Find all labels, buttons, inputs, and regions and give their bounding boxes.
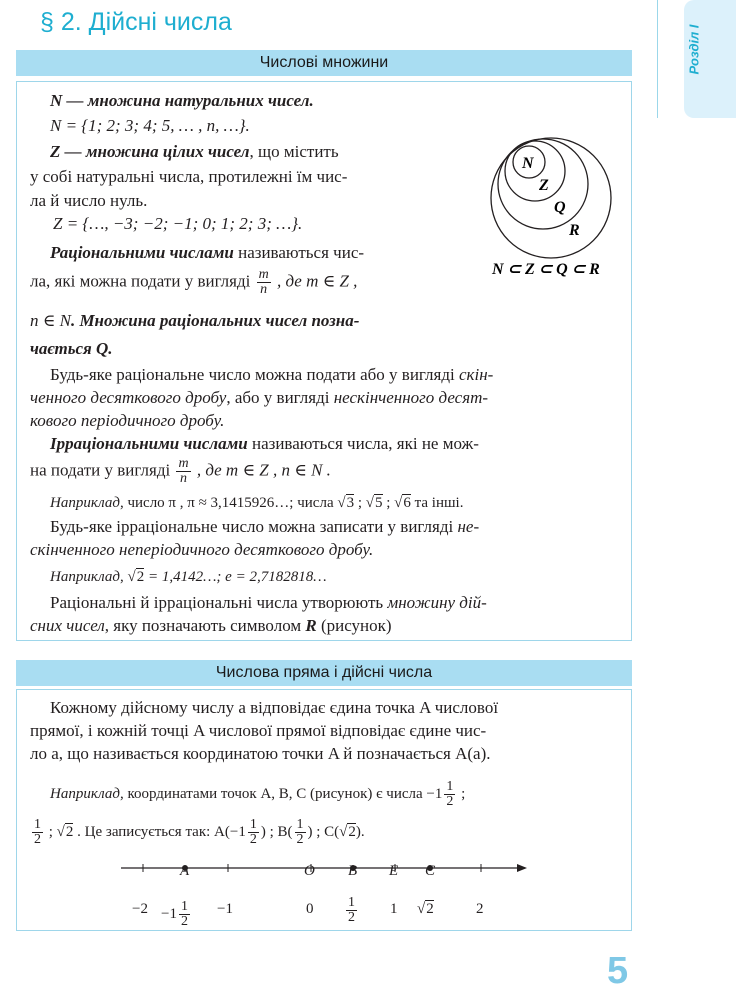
text-line: на подати у вигляді $\frac{m}{n}$ , де m ∈ Z , n ∈ N . bbox=[30, 456, 331, 486]
point-label-b: B bbox=[348, 863, 358, 879]
text-line: N — множина натуральних чисел. bbox=[50, 91, 314, 110]
nested-sets-diagram bbox=[486, 136, 626, 284]
tick-label-sqrt-two: √2 bbox=[417, 901, 434, 917]
header-divider bbox=[657, 0, 658, 118]
text-line: N = {1; 2; 3; 4; 5, … , n, …}. bbox=[50, 116, 250, 135]
text-line: Наприклад, √2 = 1,4142…; e = 2,7182818… bbox=[50, 569, 327, 585]
text-line: n ∈ N. Множина раціональних чисел позна- bbox=[30, 311, 360, 330]
text-line: $\frac{1}{2}$ ; √2 . Це записується так: A(−1 $\frac{1}{2}$ ) ; B( $\frac{1}{2}$ ) ; C(√2). bbox=[34, 817, 365, 847]
tick-label: 2 bbox=[476, 901, 484, 917]
chapter-tab-label: Розділ І bbox=[686, 24, 702, 75]
text-line: Будь-яке ірраціональне число можна записати у вигляді не- bbox=[50, 517, 480, 536]
axis-arrow bbox=[517, 864, 527, 872]
section-bar-number-sets: Числові множини bbox=[16, 50, 632, 76]
text-line: чається Q. bbox=[30, 339, 113, 358]
tick-label-minus-one-half: −1 $\frac{1}{2}$ bbox=[161, 899, 188, 929]
text-line: прямої, і кожній точці A числової прямої відповідає єдине чис- bbox=[30, 721, 487, 740]
page-number: 5 bbox=[607, 950, 629, 992]
set-label: Q bbox=[554, 199, 566, 216]
point-label-e: E bbox=[389, 863, 399, 879]
text-line: ла, які можна подати у вигляді $\frac{m}{n}$ , де m ∈ Z , bbox=[30, 267, 358, 297]
text-line: ченного десяткового дробу, або у вигляді нескінченного десят- bbox=[30, 388, 489, 407]
number-line-axis bbox=[115, 860, 535, 880]
text-line: Z = {…, −3; −2; −1; 0; 1; 2; 3; …}. bbox=[53, 214, 303, 233]
text-line: у собі натуральні числа, протилежні їм чис- bbox=[30, 167, 348, 186]
set-inclusion-caption: N ⊂ Z ⊂ Q ⊂ R bbox=[492, 261, 600, 278]
text-line: Наприклад, число π , π ≈ 3,1415926…; числа √3 ; √5 ; √6 та інші. bbox=[50, 495, 464, 511]
text-line: Раціональні й ірраціональні числа утворюють множину дій- bbox=[50, 593, 487, 612]
text-line: Будь-яке раціональне число можна подати або у вигляді скін- bbox=[50, 365, 494, 384]
text-line: ло a, що називається координатою точки A й позначається A(a). bbox=[30, 744, 491, 763]
text-line: Ірраціональними числами називаються числа, які не мож- bbox=[50, 434, 479, 453]
text-line: скінченного неперіодичного десяткового дробу. bbox=[30, 540, 374, 559]
fraction-one-half: $\frac{1}{2}$ bbox=[34, 817, 41, 847]
fraction-m-over-n: $\frac{m}{n}$ bbox=[258, 267, 269, 297]
point-label-a: A bbox=[180, 863, 190, 879]
set-label: N bbox=[522, 155, 534, 172]
tick-label: −1 bbox=[217, 901, 233, 917]
tick-label: 1 bbox=[390, 901, 398, 917]
text-line: Раціональними числами називаються чис- bbox=[50, 243, 365, 262]
text-line: Z — множина цілих чисел, що містить bbox=[50, 142, 339, 161]
fraction-one-half: $\frac{1}{2}$ bbox=[249, 817, 257, 847]
text-line: Наприклад, координатами точок A, B, C (рисунок) є числа −1 $\frac{1}{2}$ ; bbox=[50, 779, 466, 809]
text-line: ла й число нуль. bbox=[30, 191, 148, 210]
text-line: сних чисел, яку позначають символом R (рисунок) bbox=[30, 616, 392, 635]
text-line: Кожному дійсному числу a відповідає єдина точка A числової bbox=[50, 698, 499, 717]
section-bar-number-line: Числова пряма і дійсні числа bbox=[16, 660, 632, 686]
fraction-one-half: $\frac{1}{2}$ bbox=[296, 817, 304, 847]
fraction-one-half: $\frac{1}{2}$ bbox=[446, 779, 454, 809]
text-line: кового періодичного дробу. bbox=[30, 411, 225, 430]
fraction-m-over-n: $\frac{m}{n}$ bbox=[178, 456, 189, 486]
point-label-o: O bbox=[304, 863, 315, 879]
tick-label: −2 bbox=[132, 901, 148, 917]
set-z-circle bbox=[505, 141, 565, 201]
section-title: § 2. Дійсні числа bbox=[40, 8, 232, 36]
point-label-c: C bbox=[425, 863, 436, 879]
tick-label: 0 bbox=[306, 901, 314, 917]
set-label: R bbox=[569, 222, 580, 239]
set-label: Z bbox=[539, 177, 549, 194]
tick-label-one-half: $\frac{1}{2}$ bbox=[348, 895, 355, 925]
